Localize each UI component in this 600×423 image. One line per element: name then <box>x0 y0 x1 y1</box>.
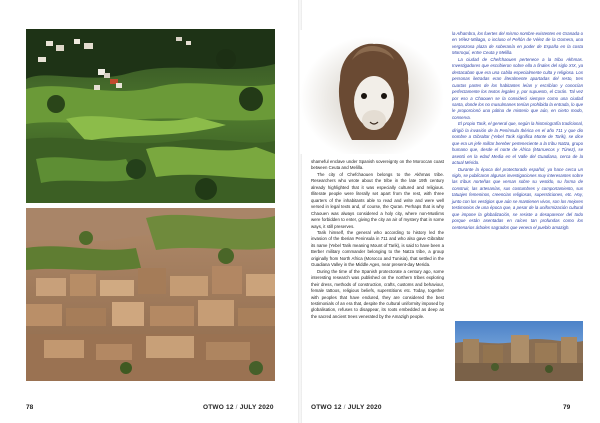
article-en-paragraph: shameful enclave under Spanish sovereignty on the Moroccan coast between Ceuta and Melilla. <box>311 159 444 171</box>
issue-date: JULY 2020 <box>239 404 274 411</box>
article-es-paragraph: La ciudad de Chefchaouen pertenece a la tribu Akhmas. Investigadores que escribieron sobre ella a finales del siglo XIX, ya destacaban que era una cabila especialmente culta y religiosa. Los personas iletradas eran literalmente apartadas del resto, tres cuartas partes de los habitantes leían y escribían y conocían perfectamente los textos legales y, por supuesto, el Corán. Tal vez por eso a Chaouen se la consideró siempre como una ciudad santa, donde los no musulmanes tenían prohibida la entrada, lo que le proporcionó una pátina de misterio que aún, en cierto modo, conserva. <box>452 56 583 120</box>
landscape-village-terraces-illustration <box>26 29 275 203</box>
mud-brick-village-photo <box>26 208 275 381</box>
article-es-paragraph: Durante la época del protectorado español, ya hace cerca un siglo, se publicaron algunas investigaciones muy interesantes sobre las tribus norteñas que versan sobre su vestido, su forma de construir, las artesanías, sus costumbres y comportamiento, sus tatuajes femeninos, creencias religiosas, supersticiones, etc. Hoy, junto con los vestigios que aún se mantienen vivos, son los mejores testimonios de una época que, a pesar de la uniformización cultural que impone la globalización, se resiste a desaparecer del todo porque están asentadas en raíces tan profundas como los centenarios árboles sagrados que venera el pueblo amazigh. <box>452 166 583 230</box>
landscape-village-terraces-photo <box>26 29 275 203</box>
article-en-paragraph: During the time of the Spanish protectorate a century ago, some interesting research was published on the northern tribes exploring their dress, methods of construction, crafts, customs and behaviour, female tattoos, religious beliefs, superstitions etc. Today, together with peoples that have endured, they are considered the best testimonials of an era that, despite the cultural uniformity imposed by globalisation, refuses to disappear, its roots embedded as deep as the sacred ancient trees venerated by the Amazigh people. <box>311 268 444 319</box>
footer-separator: / <box>343 404 346 411</box>
magazine-name: OTWO 12 <box>203 404 234 411</box>
ruins-blue-sky-photo <box>455 321 583 381</box>
article-es-paragraph: la Alhambra, los fuertes del mismo nombre existentes en Granada o en Vélez-Málaga, o incluso el Peñón de Vélez de la Gomera, una vergonzosa plaza de soberanía en poder de España en la costa Marroquí, entre Ceuta y Melilla. <box>452 31 583 56</box>
article-en-paragraph: The city of Chefchaouen belongs to the Akhmas tribe. Researchers who wrote about the tribe in the late 19th century already highlighted that it was especially cultured and religious. Illiterate people were literally set apart from the rest, with three quarters of the inhabitants able to read and write and were well versed in legal texts and, of course, the Quran. Perhaps that is why Chaouen was always considered a holy city, where non-Muslims were forbidden to enter, giving the city an air of mystery that in some ways, it still preserves. <box>311 171 444 229</box>
right-page-number: 79 <box>563 404 571 411</box>
article-es-paragraph: El propio Tarik, el general que, según la historiografía tradicional, dirigió la invasión de la Península Ibérica en el año 711 y que dio nombre a Gibraltar (Yebel Tarik significa Monte de Tarik), se dice que era un jefe militar bereber perteneciente a la tribu Natza, grupo humano que, desde el norte de África (Marruecos y Túnez), se asentó en la edad Media en el Valle del Guadiana, cerca de la actual Mérida. <box>452 121 583 166</box>
ruins-illustration <box>455 321 583 381</box>
footer-separator: / <box>235 404 238 411</box>
mud-brick-village-illustration <box>26 208 275 381</box>
article-en-paragraph: Tarik himself, the general who according to history led the invasion of the Iberian Peninsula in 711 and who also gave Gibraltar its name (Yebel Tarik meaning Mount of Tarik), is said to have been a Berber military commander belonging to the Natza tribe, a group originally from North Africa (Morocco and Tunisia), that settled in the Guadiana Valley in the Middle Ages, near present-day Merida. <box>311 229 444 268</box>
article-english-column <box>311 159 444 320</box>
magazine-name: OTWO 12 <box>311 404 342 411</box>
right-running-footer <box>311 404 382 411</box>
left-running-footer <box>203 404 274 411</box>
alpaca-illustration <box>300 30 444 154</box>
issue-date: JULY 2020 <box>347 404 382 411</box>
left-page-number: 78 <box>26 404 34 411</box>
article-spanish-column <box>452 31 583 231</box>
alpaca-portrait-photo <box>300 30 444 154</box>
